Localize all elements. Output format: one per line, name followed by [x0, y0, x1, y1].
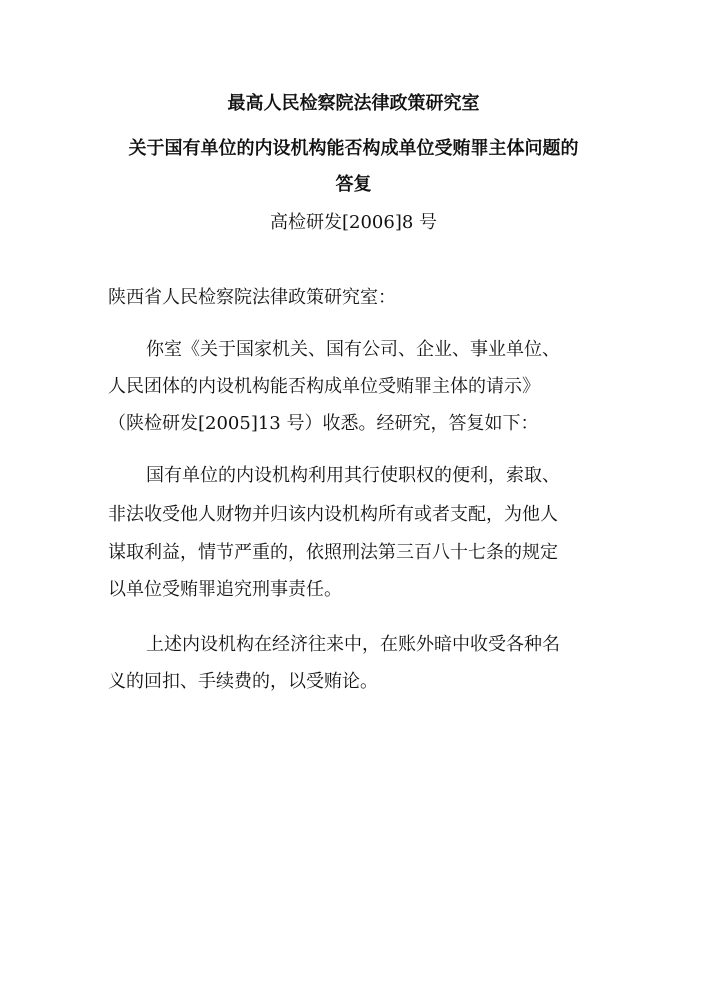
paragraph2-line: 国有单位的内设机构利用其行使职权的便利，索取、 [146, 465, 560, 486]
paragraph1-line: 你室《关于国家机关、国有公司、企业、事业单位、 [146, 339, 560, 360]
paragraph2-line: 以单位受贿罪追究刑事责任。 [108, 579, 342, 600]
paragraph2-line: 谋取利益，情节严重的，依照刑法第三百八十七条的规定 [108, 542, 558, 563]
paragraph2-line: 非法收受他人财物并归该内设机构所有或者支配，为他人 [108, 504, 558, 525]
paragraph1-line: （陕检研发[2005]13 号）收悉。经研究，答复如下： [108, 413, 539, 434]
paragraph1-line: 人民团体的内设机构能否构成单位受贿罪主体的请示》 [108, 376, 540, 397]
addressee: 陕西省人民检察院法律政策研究室： [108, 287, 396, 308]
paragraph3-line: 上述内设机构在经济往来中，在账外暗中收受各种名 [146, 634, 560, 655]
document-title-subject: 关于国有单位的内设机构能否构成单位受贿罪主体问题的 [128, 138, 579, 159]
document-title-issuer: 最高人民检察院法律政策研究室 [227, 93, 480, 114]
document-number: 高检研发[2006]8 号 [269, 212, 438, 233]
document-title-reply: 答复 [335, 174, 372, 195]
paragraph3-line: 义的回扣、手续费的，以受贿论。 [108, 671, 378, 692]
